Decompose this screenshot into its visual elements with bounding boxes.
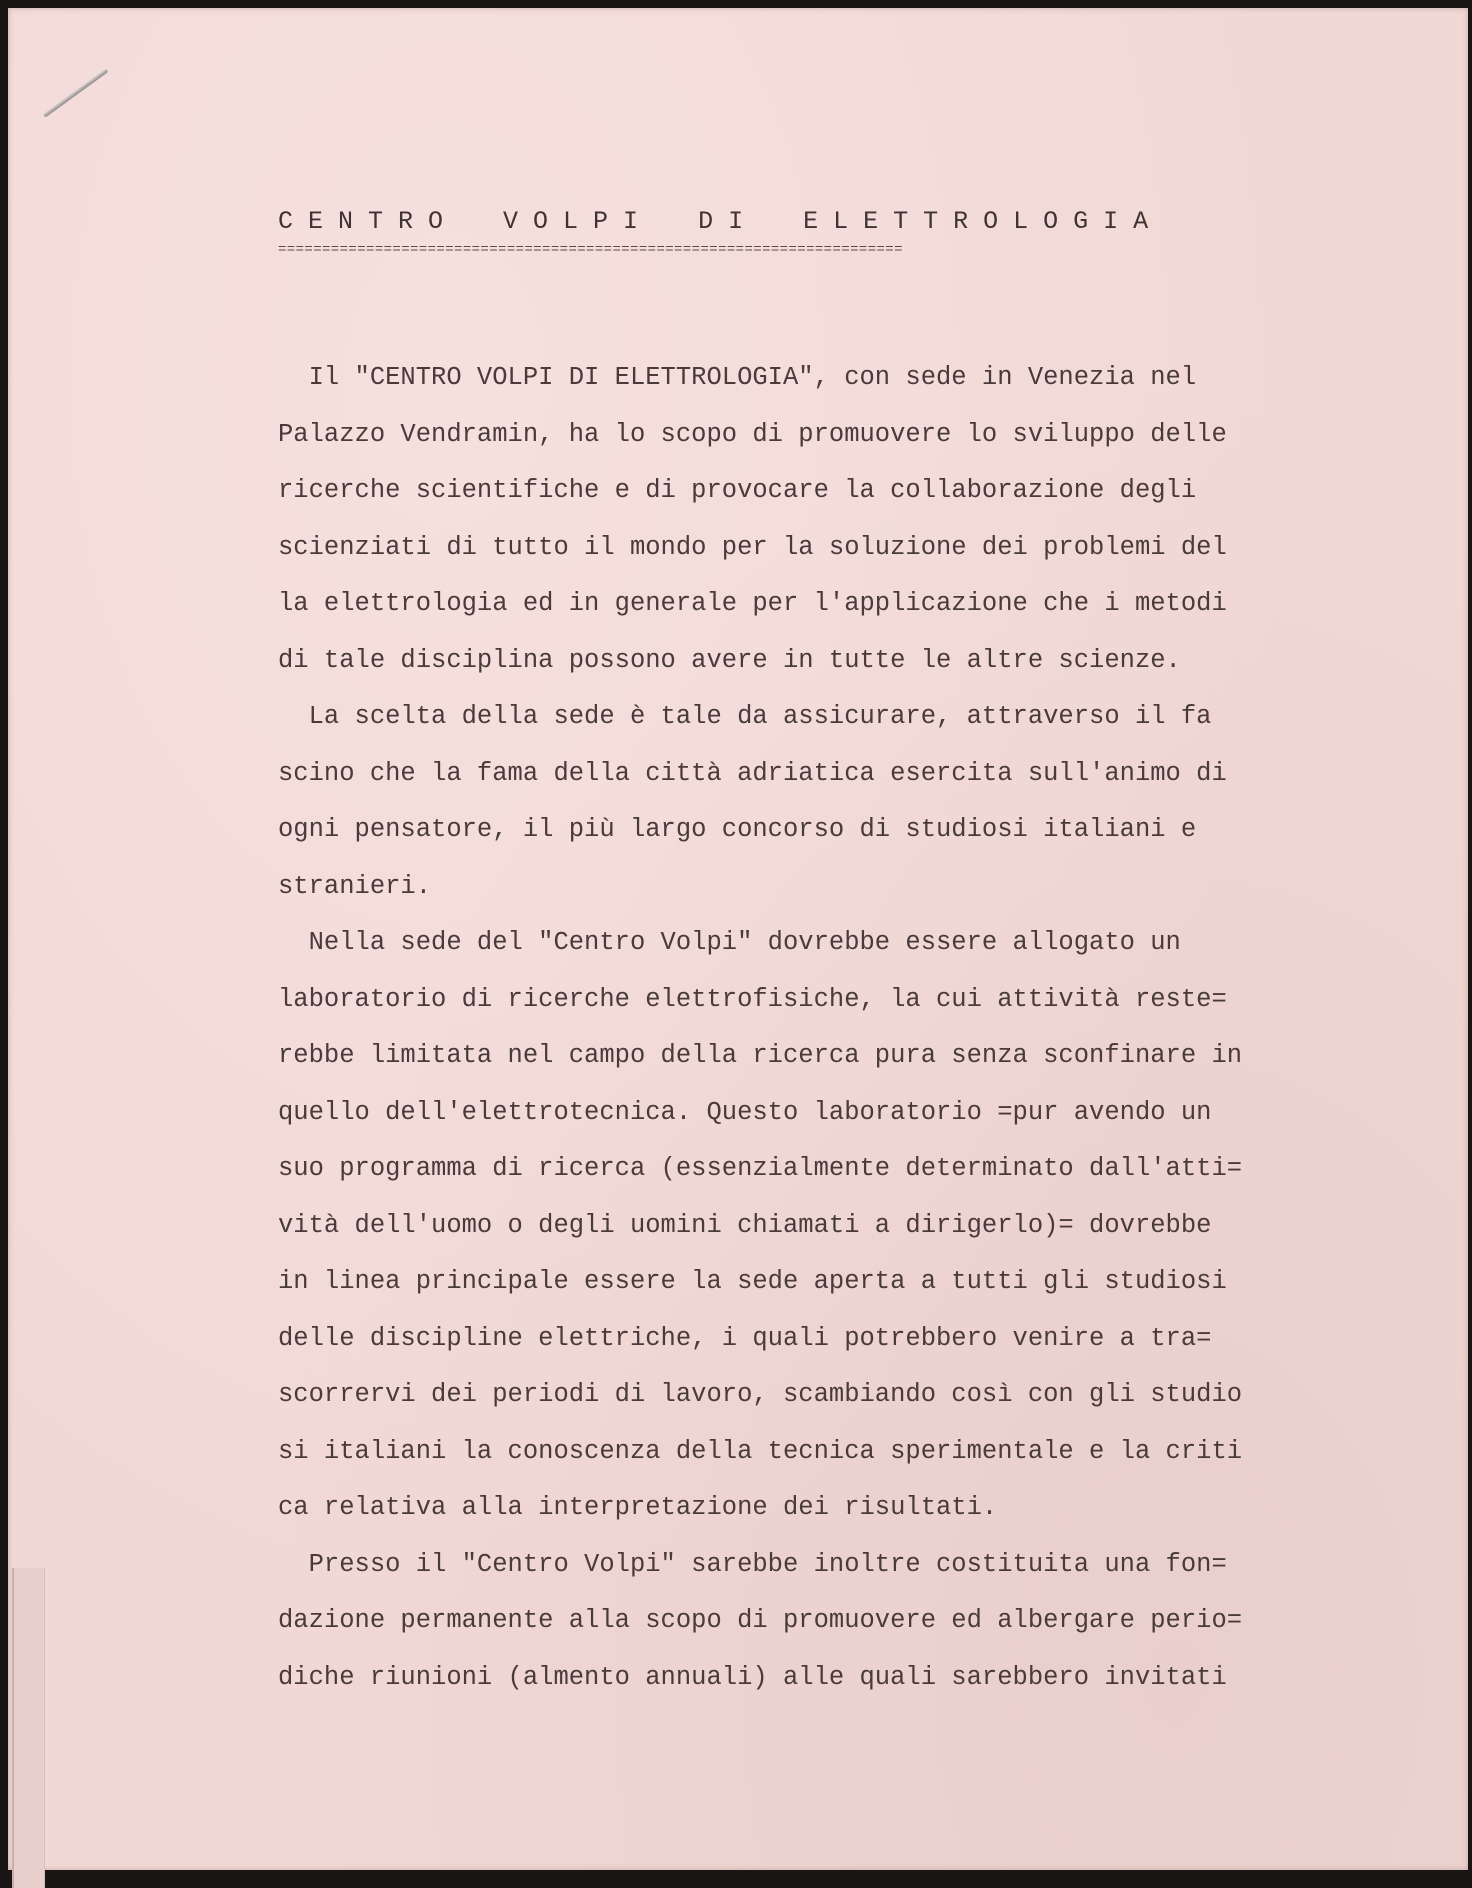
text-line: ogni pensatore, il più largo concorso di studiosi italiani e [278, 815, 1197, 844]
text-line: di tale disciplina possono avere in tutte le altre scienze. [278, 645, 1181, 675]
text-line: in linea principale essere la sede aperta a tutti gli studiosi [278, 1267, 1227, 1296]
text-line: ricerche scientifiche e di provocare la collaborazione degli [278, 476, 1197, 505]
text-line: Il "CENTRO VOLPI DI ELETTROLOGIA", con sede in Venezia nel [278, 363, 1197, 392]
text-line: suo programma di ricerca (essenzialmente determinato dall'atti= [278, 1154, 1243, 1183]
text-line: La scelta della sede è tale da assicurare, attraverso il fa [278, 702, 1212, 731]
text-line: quello dell'elettrotecnica. Questo laboratorio =pur avendo un [278, 1097, 1212, 1127]
text-line: la elettrologia ed in generale per l'applicazione che i metodi [278, 589, 1227, 618]
title-underline-rule: ======================================================================= [278, 242, 903, 258]
text-line: si italiani la conoscenza della tecnica sperimentale e la criti [278, 1436, 1243, 1466]
staple-mark [43, 69, 108, 118]
text-line: rebbe limitata nel campo della ricerca pura senza sconfinare in [278, 1041, 1243, 1070]
text-line: delle discipline elettriche, i quali potrebbero venire a tra= [278, 1323, 1212, 1353]
paper-sheet [8, 8, 1468, 1870]
text-line: Palazzo Vendramin, ha lo scopo di promuovere lo sviluppo delle [278, 419, 1227, 449]
text-line: laboratorio di ricerche elettrofisiche, la cui attività reste= [278, 984, 1227, 1014]
document-title: C E N T R O V O L P I D I E L E T T R O L O G I A [278, 207, 1149, 236]
text-line: Nella sede del "Centro Volpi" dovrebbe essere allogato un [278, 928, 1181, 957]
text-line: diche riunioni (almento annuali) alle quali sarebbero invitati [278, 1662, 1227, 1692]
typewritten-document [278, 202, 1358, 1706]
text-line: ca relativa alla interpretazione dei risultati. [278, 1493, 998, 1522]
text-line: dazione permanente alla scopo di promuovere ed albergare perio= [278, 1606, 1243, 1635]
text-line: scino che la fama della città adriatica esercita sull'animo di [278, 758, 1227, 788]
text-line: stranieri. [278, 871, 432, 901]
document-body [278, 350, 1358, 1706]
underlying-sheet-edge [12, 1568, 45, 1888]
text-line: scienziati di tutto il mondo per la soluzione dei problemi del [278, 532, 1227, 562]
text-line: scorrervi dei periodi di lavoro, scambiando così con gli studio [278, 1380, 1243, 1409]
text-line: vità dell'uomo o degli uomini chiamati a dirigerlo)= dovrebbe [278, 1210, 1212, 1240]
text-line: Presso il "Centro Volpi" sarebbe inoltre costituita una fon= [278, 1549, 1227, 1579]
